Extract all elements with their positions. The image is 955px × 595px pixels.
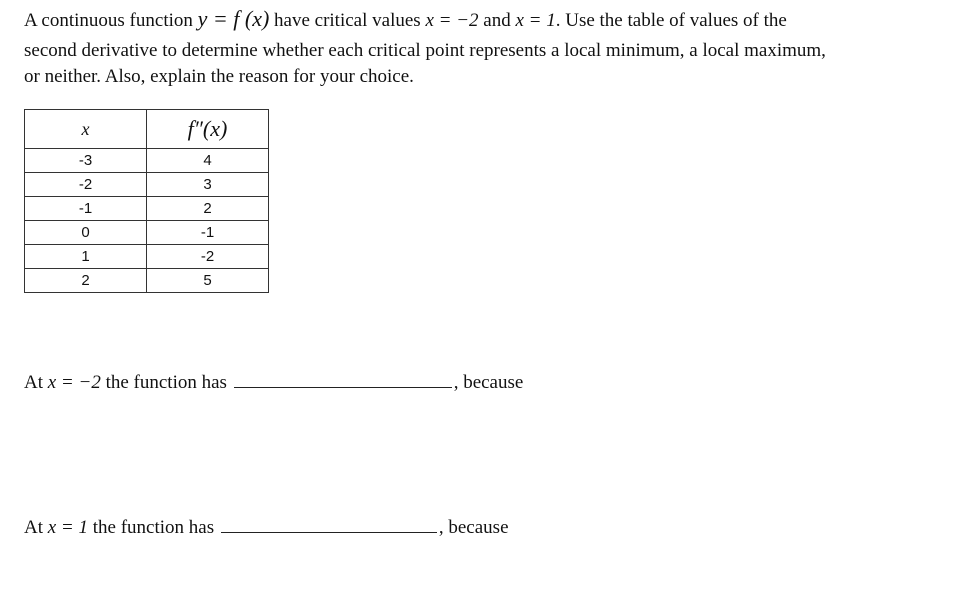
question-line-1 [24, 6, 924, 38]
answer-prefix: At [24, 517, 48, 538]
cell-x: 2 [25, 269, 147, 293]
question-intro: A continuous function [24, 10, 198, 31]
table-row [25, 245, 269, 269]
critical-value-2: x = 1 [515, 10, 556, 31]
question-critical-label: have critical values [269, 10, 426, 31]
answer-critical-value: x = 1 [47, 517, 89, 538]
header-x: x [25, 110, 147, 149]
answer-critical-value: x = −2 [47, 372, 101, 393]
answer-blank[interactable] [234, 386, 452, 388]
cell-f: -2 [147, 245, 269, 269]
cell-x: 0 [25, 221, 147, 245]
cell-f: -1 [147, 221, 269, 245]
cell-x: -2 [25, 173, 147, 197]
second-derivative-table [24, 109, 269, 293]
cell-f: 4 [147, 149, 269, 173]
question-line-3: or neither. Also, explain the reason for your choice. [24, 66, 414, 87]
question-instruction-start: . Use the table of values of the [555, 10, 787, 31]
table-row [25, 173, 269, 197]
answer-suffix: , because [438, 517, 509, 538]
answer-blank[interactable] [221, 531, 437, 533]
table-row [25, 149, 269, 173]
function-expression: y = f (x) [197, 6, 270, 31]
cell-f: 5 [147, 269, 269, 293]
critical-value-1: x = −2 [425, 10, 479, 31]
table-row [25, 197, 269, 221]
cell-f: 2 [147, 197, 269, 221]
cell-f: 3 [147, 173, 269, 197]
answer-line-2 [24, 517, 509, 539]
answer-line-1 [24, 372, 523, 394]
cell-x: -1 [25, 197, 147, 221]
cell-x: 1 [25, 245, 147, 269]
table-row [25, 269, 269, 293]
answer-mid-text: the function has [88, 517, 219, 538]
question-and: and [478, 10, 516, 31]
answer-mid-text: the function has [100, 372, 232, 393]
table-row [25, 221, 269, 245]
cell-x: -3 [25, 149, 147, 173]
question-line-2: second derivative to determine whether each critical point represents a local minimum, a local maximum, [24, 40, 826, 61]
table-header-row [25, 110, 269, 149]
header-f-double-prime: f″(x) [147, 110, 269, 149]
answer-prefix: At [24, 372, 48, 393]
answer-suffix: , because [453, 372, 524, 393]
question-text [24, 6, 924, 90]
